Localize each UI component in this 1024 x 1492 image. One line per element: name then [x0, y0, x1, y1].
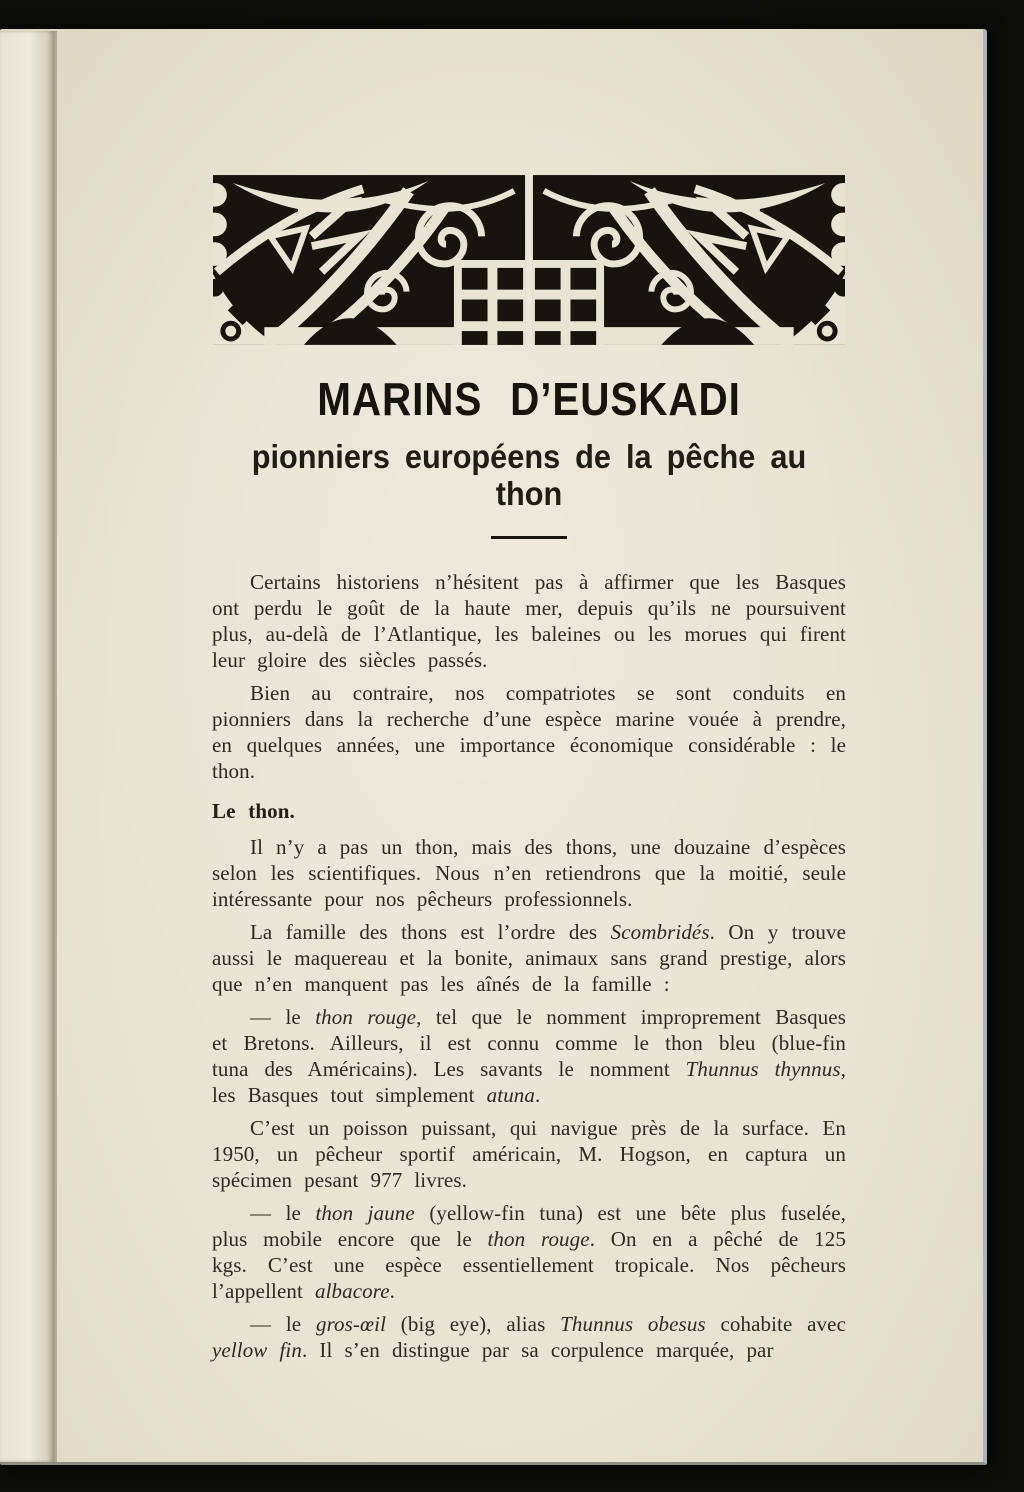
text-segment: , les Basques tout simplement [212, 1056, 846, 1107]
text-segment: . [389, 1278, 395, 1303]
text-segment: Scombridés [610, 919, 710, 944]
section-heading [212, 798, 846, 824]
text-segment: thon jaune [315, 1200, 415, 1225]
text-segment: . On en a pêché de 125 kgs. C’est une espèce essentiellement tropicale. Nos pêcheurs l’appellent [212, 1226, 846, 1303]
paragraph [212, 919, 846, 997]
text-segment: (yellow-fin tuna) est une bête plus fuselée, plus mobile encore que le [212, 1200, 846, 1251]
body-text [212, 569, 846, 1363]
text-segment: albacore [314, 1278, 390, 1303]
book-page [0, 29, 987, 1465]
text-segment: La famille des thons est l’ordre des [250, 919, 611, 944]
text-segment: Le thon. [212, 798, 295, 823]
paragraph [212, 1115, 846, 1193]
text-segment: . On y trouve aussi le maquereau et la bonite, animaux sans grand prestige, alors que n’en manquent pas les aînés de la famille : [212, 919, 846, 996]
text-segment: Thunnus thynnus [685, 1056, 841, 1081]
page-content [212, 175, 846, 1370]
text-segment: — le [250, 1200, 316, 1225]
text-segment: Il n’y a pas un thon, mais des thons, une douzaine d’espèces selon les scientifiques. Nous n’en retiendrons que la moitié, seule intéressante pour nos pêcheurs professionnels. [212, 834, 846, 911]
text-segment: Bien au contraire, nos compatriotes se sont conduits en pionniers dans la recherche d’une espèce marine vouée à prendre, en quelques années, une importance économique considérable : le thon. [212, 680, 846, 783]
paragraph [212, 680, 846, 784]
page-gutter-fold [0, 31, 57, 1462]
text-segment: — le [250, 1311, 316, 1336]
text-segment: — le [250, 1004, 316, 1029]
title-divider-rule [491, 536, 567, 539]
text-segment: Thunnus obesus [560, 1311, 706, 1336]
paragraph [212, 1311, 846, 1363]
text-segment: C’est un poisson puissant, qui navigue près de la surface. En 1950, un pêcheur sportif américain, M. Hogson, en captura un spécimen pesant 977 livres. [212, 1115, 846, 1192]
text-segment: Certains historiens n’hésitent pas à affirmer que les Basques ont perdu le goût de la haute mer, depuis qu’ils ne poursuivent plus, au-delà de l’Atlantique, les baleines ou les morues qui firent leur gloire des siècles passés. [212, 569, 846, 672]
text-segment: . [535, 1082, 541, 1107]
basque-woodcut-ornament-icon [213, 175, 845, 345]
text-segment: thon rouge [315, 1004, 417, 1029]
paragraph [212, 569, 846, 673]
paragraph [212, 1004, 846, 1108]
text-segment: (big eye), alias [386, 1311, 561, 1336]
paragraph [212, 1200, 846, 1304]
page-title: MARINS D’EUSKADI [317, 373, 741, 425]
text-segment: cohabite avec [705, 1311, 846, 1336]
text-segment: thon rouge [487, 1226, 590, 1251]
text-segment: atuna [486, 1082, 535, 1107]
page-subtitle: pionniers européens de la pêche au thon [251, 438, 807, 512]
text-segment: . Il s’en distingue par sa corpulence marquée, par [301, 1337, 774, 1362]
text-segment: gros-œil [315, 1311, 387, 1336]
text-segment: , tel que le nomment improprement Basques et Bretons. Ailleurs, il est connu comme le thon bleu (blue-fin tuna des Américains). Les savants le nomment [212, 1004, 846, 1081]
text-segment: yellow fin [212, 1337, 302, 1362]
paragraph [212, 834, 846, 912]
